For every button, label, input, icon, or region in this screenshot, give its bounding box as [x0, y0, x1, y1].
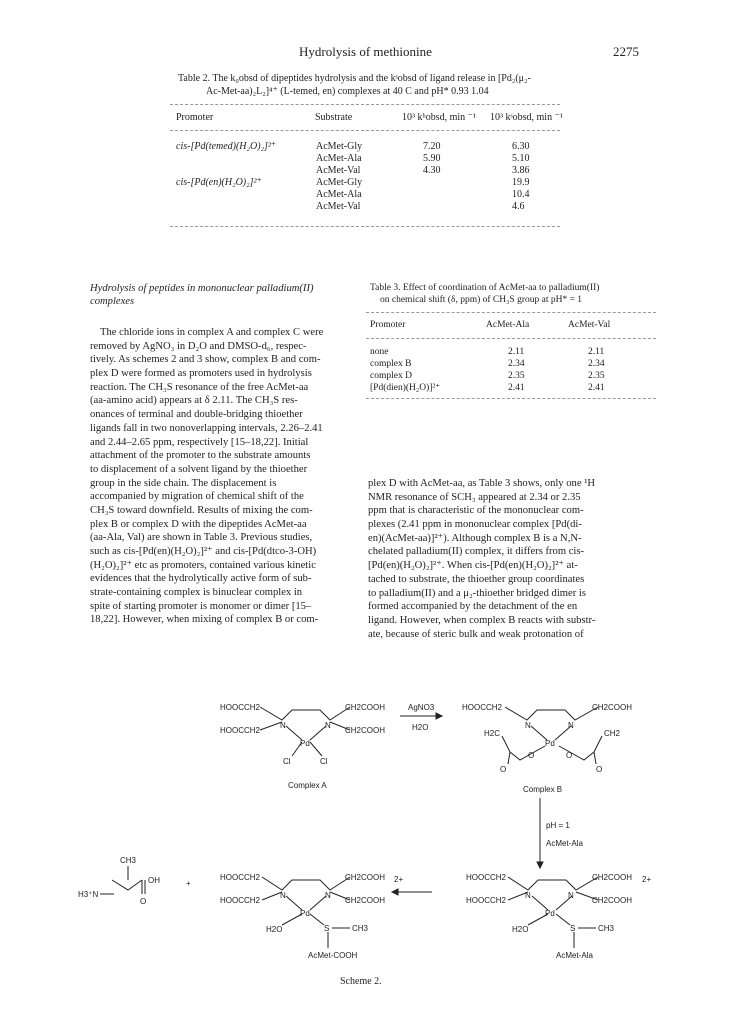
table3-top-rule — [366, 312, 656, 313]
table2-header-ks: 10³ kˢobsd, min ⁻¹ — [490, 112, 563, 123]
table2-cell: 4.6 — [512, 201, 525, 212]
table2-promoter-col — [176, 141, 276, 189]
text-line: to displacement of a solvent ligand by the thioether — [90, 463, 308, 475]
label-h2o: H2O — [266, 925, 283, 934]
text-line: tached to substrate, the thioether group coordinates — [368, 573, 585, 585]
text-line: spite of starting promoter is monomer or dimer [15– — [90, 600, 312, 612]
label-s: S — [570, 924, 576, 933]
label-hooc: HOOCCH2 — [462, 703, 503, 712]
text-line: and 2.44–2.65 ppm, respectively [15–18,22]. Initial — [90, 436, 309, 448]
label-ch2cooh: CH2COOH — [592, 896, 633, 905]
text-line: 18,22]. However, when mixing of complex B or com- — [90, 614, 319, 626]
label-oh: OH — [148, 876, 160, 885]
label-hooc: HOOCCH2 — [220, 896, 261, 905]
label-ch2cooh: CH2COOH — [345, 703, 386, 712]
label-charge: 2+ — [394, 875, 404, 884]
label-acmet-ala: AcMet-Ala — [556, 951, 593, 960]
table3-cell: 2.41 — [508, 383, 525, 393]
label-h2c: H2C — [484, 729, 501, 738]
text-line: reaction. The CH₃S resonance of the free AcMet-aa — [90, 381, 309, 393]
label-hooc: HOOCCH2 — [466, 873, 507, 882]
text-line: chelated palladium(II) complex, it differs from cis- — [368, 546, 585, 558]
label-ch3: CH3 — [352, 924, 369, 933]
text-line: to palladium(II) and a μ₂-thioether bridged dimer is — [368, 587, 586, 599]
label-charge: 2+ — [642, 875, 652, 884]
table3-header-ala: AcMet-Ala — [486, 320, 530, 330]
table3-header-val: AcMet-Val — [568, 320, 611, 330]
table3-cell: 2.34 — [508, 359, 525, 369]
table2-caption-line1: Table 2. The k₀obsd of dipeptides hydrolysis and the kˢobsd of ligand release in [Pd₂(μ₂- — [178, 73, 531, 84]
table2-cell: 6.30 — [512, 141, 530, 152]
table2-kh-col — [423, 141, 441, 177]
table3-header-rule — [366, 338, 656, 339]
text-line: onances of terminal and double-bridging thioether — [90, 409, 303, 421]
section-title-line2: complexes — [90, 296, 135, 307]
table2-cell: AcMet-Gly — [316, 177, 363, 188]
table2-cell: 5.10 — [512, 153, 530, 164]
text-line: plexes (2.41 ppm in mononuclear complex [Pd(di- — [368, 519, 582, 531]
table3-cell: 2.11 — [588, 347, 605, 357]
label-pd: Pd — [300, 739, 310, 748]
label-pd: Pd — [300, 909, 310, 918]
table3-cell: 2.11 — [508, 347, 525, 357]
scheme-2-diagram — [0, 680, 731, 1010]
table2-bottom-rule — [170, 226, 560, 227]
table2-cell: AcMet-Val — [316, 165, 361, 176]
table3-cell: none — [370, 347, 389, 357]
table2-promoter: cis-[Pd(temed)(H₂O)₂]²⁺ — [176, 141, 277, 152]
scheme-caption: Scheme 2. — [340, 976, 382, 987]
label-acmet-cooh: AcMet-COOH — [308, 951, 358, 960]
complex-b-label: Complex B — [523, 785, 563, 794]
section-title-line1: Hydrolysis of peptides in mononuclear palladium(II) — [90, 283, 314, 294]
table3-cell: 2.35 — [588, 371, 605, 381]
table2-cell: AcMet-Ala — [316, 153, 362, 164]
table3-header-promoter: Promoter — [370, 320, 406, 330]
table2-caption-line2: Ac-Met-aa)₂L₂]⁴⁺ (L-temed, en) complexes at 40 C and pH* 0.93 1.04 — [206, 86, 489, 97]
label-s: S — [324, 924, 330, 933]
text-line: tively. As schemes 2 and 3 show, complex B and com- — [90, 354, 321, 366]
label-hooc: HOOCCH2 — [220, 873, 261, 882]
label-ch2cooh: CH2COOH — [592, 703, 633, 712]
label-h2o: H2O — [512, 925, 529, 934]
left-column-text — [90, 326, 358, 627]
label-hooc: HOOCCH2 — [466, 896, 507, 905]
table2-cell: 5.90 — [423, 153, 441, 164]
label-o: O — [140, 897, 147, 906]
label-cl: Cl — [320, 757, 328, 766]
table2-cell: 7.20 — [423, 141, 441, 152]
table3-val-col — [588, 346, 605, 394]
text-line: ligand. However, when complex B reacts with substr- — [368, 614, 596, 626]
text-line: plex D were formed as promoters used in hydrolysis — [90, 368, 312, 380]
text-line: such as cis-[Pd(en)(H₂O)₂]²⁺ and cis-[Pd(dtco-3-OH) — [90, 546, 317, 557]
text-line: (H₂O)₂]²⁺ etc as promoters, contained various kinetic — [90, 559, 316, 571]
text-line: CH₃S toward downfield. Results of mixing the com- — [90, 504, 313, 516]
table2-cell: 19.9 — [512, 177, 530, 188]
label-ch2: CH2 — [604, 729, 621, 738]
label-hooc: HOOCCH2 — [220, 703, 261, 712]
label-ch2cooh: CH2COOH — [345, 726, 386, 735]
table2-cell: AcMet-Gly — [316, 141, 363, 152]
table3-promoter-col — [370, 346, 440, 394]
table3-cell: 2.34 — [588, 359, 605, 369]
text-line: group in the side chain. The displacement is — [90, 477, 277, 489]
table2-header-substrate: Substrate — [315, 112, 353, 123]
text-line: [Pd(en)(H₂O)₂]²⁺. When cis-[Pd(en)(H₂O)₂]²⁺ at- — [368, 560, 578, 572]
right-column-text — [368, 477, 658, 641]
complex-a-label: Complex A — [288, 781, 327, 790]
reagent-ph: pH = 1 — [546, 821, 570, 830]
table2-cell: 3.86 — [512, 165, 530, 176]
table3-cell: 2.35 — [508, 371, 525, 381]
label-ch3: CH3 — [120, 856, 137, 865]
table3-caption-line1: Table 3. Effect of coordination of AcMet-aa to palladium(II) — [370, 283, 600, 293]
text-line: ate, because of steric bulk and weak protonation of — [368, 628, 584, 640]
table3-cell: complex D — [370, 371, 412, 381]
text-line: strate-containing complex is binuclear complex in — [90, 587, 303, 599]
text-line: removed by AgNO₃ in D₂O and DMSO-d₆, respec- — [90, 340, 307, 352]
text-line: (aa-amino acid) appears at δ 2.11. The CH₃S res- — [90, 395, 298, 407]
table3-bottom-rule — [366, 398, 656, 399]
table2-header-promoter: Promoter — [176, 112, 214, 123]
label-hooc: HOOCCH2 — [220, 726, 261, 735]
text-line: evidences that the hydrolytically active form of sub- — [90, 573, 312, 585]
table2-cell: 10.4 — [512, 189, 530, 200]
label-ch3: CH3 — [598, 924, 615, 933]
text-line: plex B or complex D with the dipeptides AcMet-aa — [90, 518, 307, 530]
scheme-bonds — [100, 707, 602, 948]
label-n: N — [568, 721, 574, 730]
label-n: N — [325, 721, 331, 730]
label-n: N — [325, 891, 331, 900]
label-pd: Pd — [545, 909, 555, 918]
label-o: O — [596, 765, 603, 774]
table2-cell: 4.30 — [423, 165, 441, 176]
text-line: accompanied by migration of chemical shift of the — [90, 491, 304, 503]
label-ch2cooh: CH2COOH — [592, 873, 633, 882]
table2-header-kh: 10³ kʰobsd, min ⁻¹ — [402, 112, 476, 123]
text-line: attachment of the promoter to the substrate amounts — [90, 450, 311, 462]
table2-substrate-col — [316, 141, 362, 213]
label-cl: Cl — [283, 757, 291, 766]
text-line: en)(AcMet-aa)]²⁺). Although complex B is a N,N- — [368, 532, 582, 544]
text-line: formed accompanied by the detachment of the en — [368, 601, 578, 613]
table2-promoter: cis-[Pd(en)(H₂O)₂]²⁺ — [176, 177, 262, 188]
text-line: NMR resonance of SCH₃ appeared at 2.34 or 2.35 — [368, 491, 581, 503]
label-o: O — [528, 751, 535, 760]
label-n: N — [568, 891, 574, 900]
label-ch2cooh: CH2COOH — [345, 896, 386, 905]
text-line: The chloride ions in complex A and complex C were — [100, 327, 324, 338]
section-title — [90, 282, 360, 308]
text-line: (aa-Ala, Val) are shown in Table 3. Previous studies, — [90, 532, 313, 544]
table2-cell: AcMet-Val — [316, 201, 361, 212]
plus-sign: + — [186, 879, 191, 888]
label-n: N — [280, 891, 286, 900]
label-o: O — [566, 751, 573, 760]
text-line: ligands fall in two nonoverlapping intervals, 2.26–2.41 — [90, 422, 323, 434]
label-n: N — [525, 721, 531, 730]
page-number: 2275 — [613, 44, 639, 59]
label-ch2cooh: CH2COOH — [345, 873, 386, 882]
table2-header-rule — [170, 130, 560, 131]
label-pd: Pd — [545, 739, 555, 748]
table3-caption — [370, 282, 660, 306]
running-title: Hydrolysis of methionine — [299, 44, 432, 59]
label-n: N — [280, 721, 286, 730]
table3-cell: 2.41 — [588, 383, 605, 393]
label-h3n: H3⁺N — [78, 890, 99, 899]
table3-caption-line2: on chemical shift (δ, ppm) of CH₃S group at pH* = 1 — [380, 295, 583, 305]
table2-cell: AcMet-Ala — [316, 189, 362, 200]
reagent-h2o: H2O — [412, 723, 429, 732]
table3-cell: complex B — [370, 359, 412, 369]
table2-top-rule — [170, 104, 560, 105]
label-o: O — [500, 765, 507, 774]
table3-cell: [Pd(dien)(H₂O)]²⁺ — [370, 383, 441, 393]
reagent-agno3: AgNO3 — [408, 703, 435, 712]
text-line: plex D with AcMet-aa, as Table 3 shows, only one ¹H — [368, 478, 596, 489]
label-n: N — [525, 891, 531, 900]
table2-caption — [178, 72, 558, 98]
table3-ala-col — [508, 346, 525, 394]
reagent-acmet-ala: AcMet-Ala — [546, 839, 583, 848]
table2-ks-col — [512, 141, 530, 213]
text-line: ppm that is characteristic of the mononuclear com- — [368, 505, 584, 517]
